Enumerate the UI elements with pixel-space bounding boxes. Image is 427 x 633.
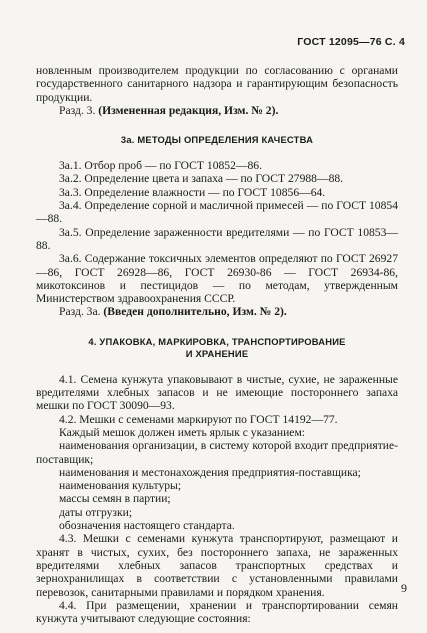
clause-3a-4: 3а.4. Определение сорной и масличной примесей — по ГОСТ 10854—88. [36, 199, 398, 226]
clause-3a-6: 3а.6. Содержание токсичных элементов определяют по ГОСТ 26927—86, ГОСТ 26928—86, ГОСТ 26930-86 — ГОСТ 26934-86, микотоксинов и пестицидов — по методам, утвержденным Министерством здравоохранения СССР. [36, 252, 398, 306]
clause-3a-2: 3а.2. Определение цвета и запаха — по ГОСТ 27988—88. [59, 172, 344, 186]
document-body [36, 64, 398, 625]
revision-note-prefix: Разд. 3. [59, 103, 96, 117]
clause-3a-5: 3а.5. Определение зараженности вредителями — по ГОСТ 10853—88. [36, 225, 398, 252]
label-item: наименования организации, в систему которой входит предприятие-поставщик; [36, 439, 398, 466]
clause-4-4: 4.4. При размещении, хранении и транспортировании семян кунжута учитывают следующие состояния: [36, 598, 398, 626]
section-3a-note-bold: (Введен дополнительно, Изм. № 2). [103, 305, 287, 319]
section-3a-note-prefix: Разд. 3а. [59, 305, 101, 319]
section-4-heading-line2: И ХРАНЕНИЕ [185, 347, 249, 359]
intro-paragraph: новленным производителем продукции по согласованию с органами государственного санитарного надзора и гарантирующим безопасность продукции. [36, 64, 398, 104]
label-item: обозначения настоящего стандарта. [59, 519, 235, 533]
section-3a-heading: 3а. МЕТОДЫ ОПРЕДЕЛЕНИЯ КАЧЕСТВА [120, 134, 314, 146]
section-3a-note [36, 305, 398, 318]
label-item: наименования культуры; [59, 479, 182, 493]
label-requirement: Каждый мешок должен иметь ярлык с указанием: [59, 425, 306, 439]
clause-4-3: 4.3. Мешки с семенами кунжута транспортируют, размещают и хранят в чистых, сухих, без постороннего запаха, не зараженных вредителями хлебных запасов транспортных средствах и зернохранилищах в соответствии с установленными правилами перевозок, санитарными правилами и порядком хранения. [36, 532, 398, 599]
clause-4-2: 4.2. Мешки с семенами маркируют по ГОСТ 14192—77. [59, 412, 338, 426]
label-item: массы семян в партии; [59, 492, 171, 506]
clause-4-1: 4.1. Семена кунжута упаковывают в чистые, сухие, не зараженные вредителями хлебных запасов и не имеющие постороннего запаха мешки по ГОСТ 30090—93. [36, 372, 398, 413]
intro-revision-note [36, 104, 398, 117]
section-4-heading-line1: 4. УПАКОВКА, МАРКИРОВКА, ТРАНСПОРТИРОВАНИЕ [88, 335, 346, 347]
label-item: наименования и местонахождения предприятия-поставщика; [59, 465, 361, 479]
clause-3a-3: 3а.3. Определение влажности — по ГОСТ 10856—64. [59, 185, 326, 199]
label-item: даты отгрузки; [59, 505, 133, 519]
clause-3a-1: 3а.1. Отбор проб — по ГОСТ 10852—86. [59, 159, 262, 173]
page-header: ГОСТ 12095—76 С. 4 [297, 36, 405, 48]
footer-mark: 9 [401, 581, 407, 595]
revision-note-bold: (Измененная редакция, Изм. № 2). [98, 103, 279, 117]
